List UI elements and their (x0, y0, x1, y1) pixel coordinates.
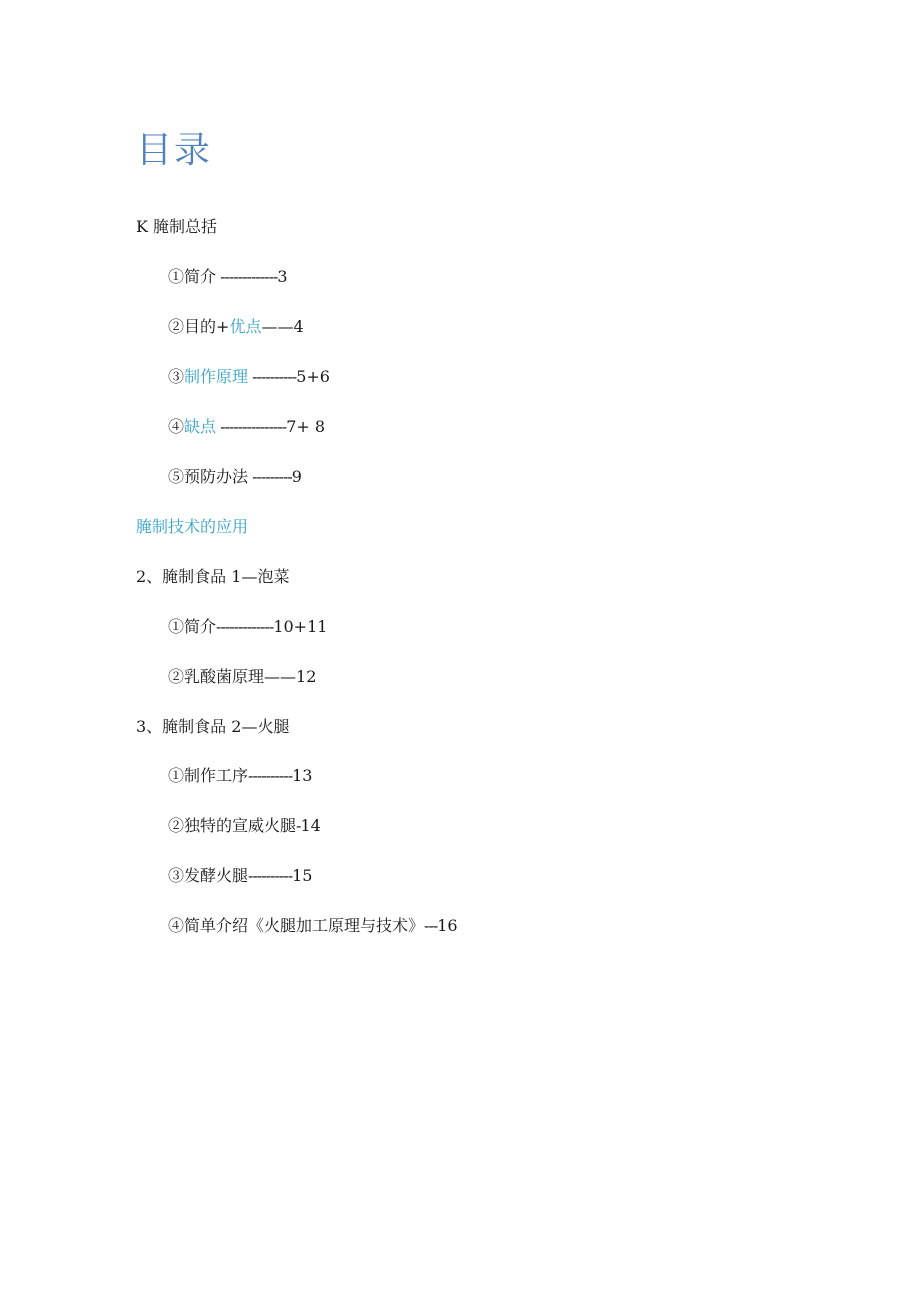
toc-section-heading (136, 516, 248, 538)
item-number: ① (168, 267, 185, 286)
item-text: 独特的宣威火腿 (184, 816, 297, 835)
toc-item (168, 366, 330, 388)
toc-item (168, 316, 304, 338)
item-number: ⑤ (168, 467, 185, 486)
item-highlight-text: 制作原理 (184, 367, 249, 386)
toc-item (168, 765, 312, 787)
dash-leader: —— (264, 667, 297, 686)
page-number: 15 (292, 866, 313, 885)
dot-leader: - (296, 816, 301, 835)
item-highlight-text: 缺点 (184, 417, 217, 436)
item-text: 简单介绍《火腿加工原理与技术》 (184, 916, 425, 935)
page-number: 12 (296, 667, 317, 686)
dot-leader: --- (424, 916, 438, 935)
page-number: 10+11 (273, 617, 328, 636)
toc-item (168, 616, 327, 638)
toc-section-heading (136, 216, 217, 238)
item-number: ③ (168, 367, 185, 386)
item-text: 简介 (184, 617, 217, 636)
dot-leader: --------------- (216, 417, 287, 436)
page-number: 3 (277, 267, 288, 286)
item-number: ④ (168, 916, 185, 935)
toc-item (168, 416, 325, 438)
toc-section-heading (136, 716, 289, 738)
dot-leader: ---------- (248, 866, 293, 885)
toc-item (168, 815, 321, 837)
item-number: ① (168, 766, 185, 785)
dot-leader: --------- (248, 467, 292, 486)
toc-section-heading (136, 566, 289, 588)
section-heading-text: 腌制技术的应用 (136, 517, 249, 536)
item-number: ④ (168, 417, 185, 436)
section-heading-text: 2、腌制食品 1—泡菜 (136, 567, 290, 586)
section-heading-text: 3、腌制食品 2—火腿 (136, 717, 290, 736)
page-number: 9 (291, 467, 302, 486)
toc-item (168, 666, 316, 688)
item-text: 制作工序 (184, 766, 249, 785)
item-text: 预防办法 (184, 467, 249, 486)
toc-item (168, 266, 288, 288)
item-number: ③ (168, 866, 185, 885)
toc-item (168, 865, 312, 887)
item-text: 发酵火腿 (184, 866, 249, 885)
page-number: 16 (437, 916, 458, 935)
item-number: ① (168, 617, 185, 636)
section-heading-text: K 腌制总括 (136, 217, 218, 236)
page-number: 4 (293, 317, 304, 336)
dot-leader: ------------- (216, 267, 278, 286)
dot-leader: ---------- (248, 367, 297, 386)
page-number: 7+ 8 (286, 417, 326, 436)
dash-leader: —— (261, 317, 294, 336)
toc-item (168, 915, 458, 937)
item-text: 目的+ (184, 317, 230, 336)
page-number: 14 (300, 816, 321, 835)
item-text: 简介 (184, 267, 217, 286)
dot-leader: ---------- (248, 766, 293, 785)
item-number: ② (168, 667, 185, 686)
dot-leader: ------------- (216, 617, 274, 636)
toc-title: 目录 (136, 130, 213, 171)
page-number: 5+6 (296, 367, 330, 386)
page-number: 13 (292, 766, 313, 785)
item-highlight-text: 优点 (229, 317, 262, 336)
item-text: 乳酸菌原理 (184, 667, 265, 686)
item-number: ② (168, 816, 185, 835)
toc-item (168, 466, 302, 488)
item-number: ② (168, 317, 185, 336)
